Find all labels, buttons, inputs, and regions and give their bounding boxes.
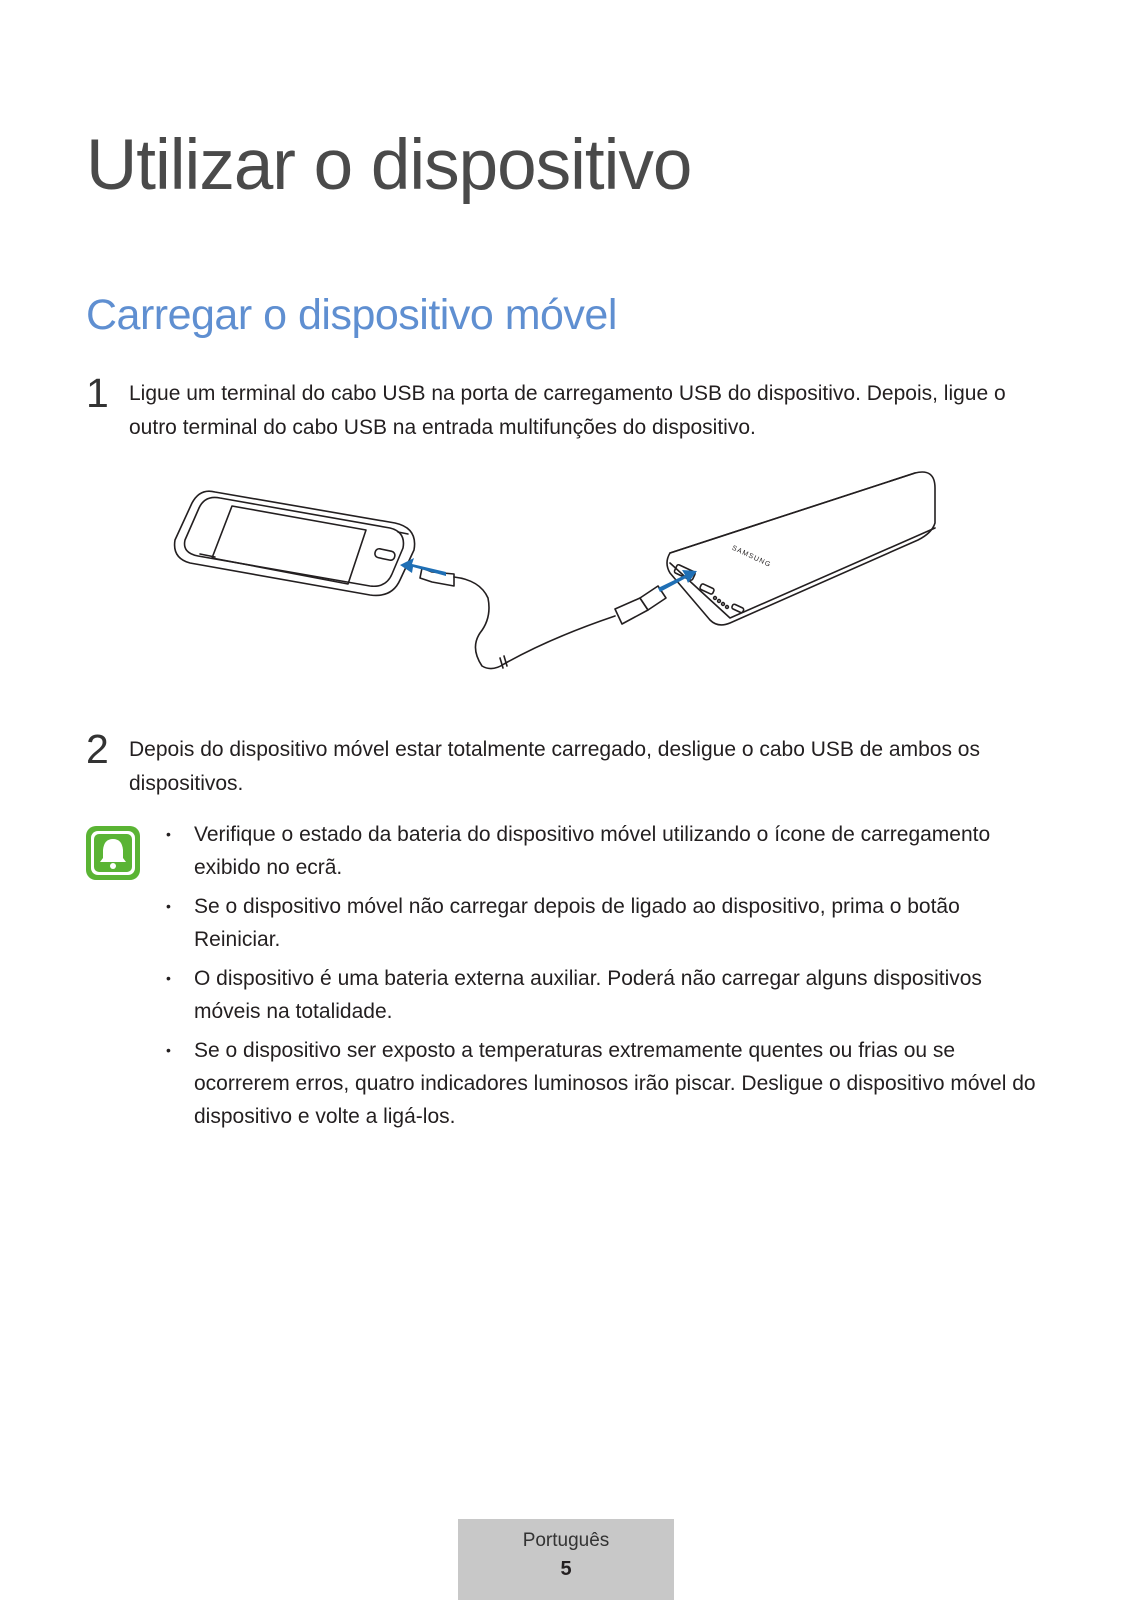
- step-number: 1: [86, 370, 109, 416]
- phone-illustration: [175, 491, 415, 595]
- bullet-icon: •: [166, 826, 171, 842]
- notes-list: [163, 818, 1043, 1139]
- step-text: Ligue um terminal do cabo USB na porta de carregamento USB do dispositivo. Depois, ligue o outro terminal do cabo USB na entrada multifunções do dispositivo.: [129, 382, 1006, 439]
- list-item: • O dispositivo é uma bateria externa auxiliar. Poderá não carregar alguns dispositivos móveis na totalidade.: [163, 962, 1043, 1028]
- bullet-icon: •: [166, 898, 171, 914]
- chapter-title: Utilizar o dispositivo: [86, 126, 692, 205]
- footer-language: Português: [522, 1530, 610, 1551]
- step-number: 2: [86, 726, 109, 772]
- section-title: Carregar o dispositivo móvel: [86, 291, 617, 339]
- list-item: • Se o dispositivo móvel não carregar depois de ligado ao dispositivo, prima o botão Reiniciar.: [163, 890, 1043, 956]
- bullet-icon: •: [166, 970, 171, 986]
- step-2: [86, 726, 1046, 801]
- step-text: Depois do dispositivo móvel estar totalmente carregado, desligue o cabo USB de ambos os dispositivos.: [129, 738, 980, 795]
- usb-cable: [420, 568, 666, 669]
- step-1: [86, 370, 1046, 445]
- bell-icon: [86, 826, 140, 880]
- charging-illustration: [170, 468, 960, 698]
- list-item: • Se o dispositivo ser exposto a temperaturas extremamente quentes ou frias ou se ocorrerem erros, quatro indicadores luminosos irão piscar. Desligue o dispositivo móvel do dispositivo e volte a ligá-los.: [163, 1034, 1043, 1133]
- battery-pack-illustration: [667, 472, 935, 625]
- page-number: 5: [560, 1558, 572, 1580]
- brand-label: SAMSUNG: [730, 544, 773, 569]
- bullet-icon: •: [166, 1042, 171, 1058]
- page-footer: [458, 1519, 674, 1600]
- list-item: • Verifique o estado da bateria do dispositivo móvel utilizando o ícone de carregamento exibido no ecrã.: [163, 818, 1043, 884]
